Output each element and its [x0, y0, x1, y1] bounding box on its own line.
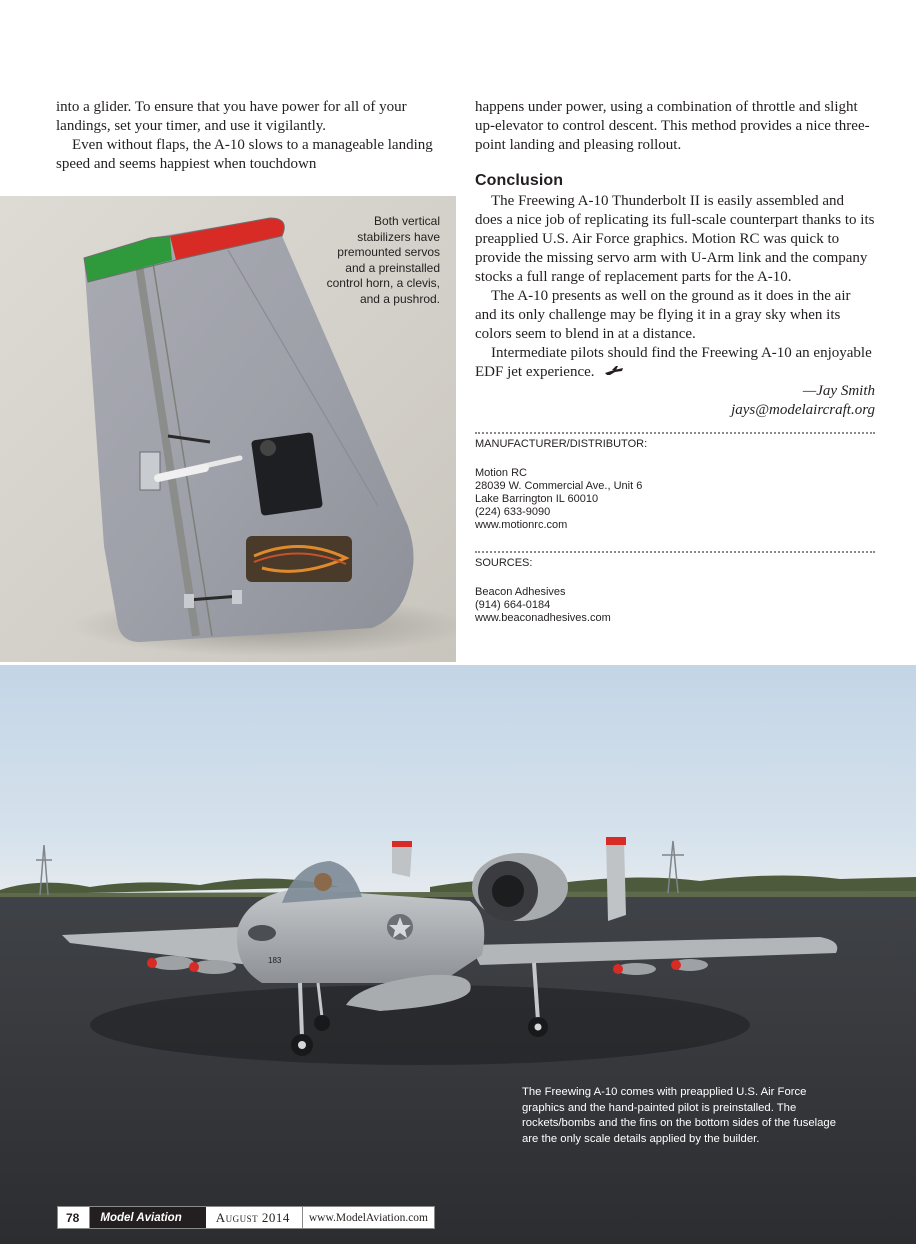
author-email: jays@modelaircraft.org [731, 402, 875, 418]
magazine-name: Model Aviation [90, 1207, 205, 1228]
a10-caption: The Freewing A-10 comes with preapplied U.S. Air Force graphics and the hand-painted pilot is preinstalled. The rockets/bombs and the fins on the bottom sides of the fuselage are the only scale details applied by the builder. [522, 1086, 836, 1145]
left-column-text [56, 98, 442, 174]
manufacturer-details [475, 467, 875, 532]
a10-photo [0, 665, 916, 1244]
manufacturer-url[interactable]: www.motionrc.com [475, 519, 568, 531]
page-number: 78 [58, 1207, 90, 1228]
conclusion-heading: Conclusion [475, 172, 564, 189]
issue-date: August 2014 [206, 1207, 303, 1228]
closing-text: Intermediate pilots should find the Freewing A-10 an enjoyable EDF jet experience. [475, 345, 872, 380]
body-paragraph: The Freewing A-10 Thunderbolt II is easily assembled and does a nice job of replicating its full-scale counterpart thanks to its preapplied U.S. Air Force graphics. Motion RC was quick to provide the missing servo arm with U-Arm link and the company stocks a full range of replacement parts for the A-10. [475, 193, 875, 285]
divider [475, 551, 875, 553]
source-phone: (914) 664-0184 [475, 599, 551, 611]
body-paragraph [475, 344, 875, 382]
manufacturer-address: 28039 W. Commercial Ave., Unit 6 [475, 480, 643, 492]
body-paragraph: into a glider. To ensure that you have power for all of your landings, set your timer, and use it vigilantly. [56, 99, 407, 134]
source-url[interactable]: www.beaconadhesives.com [475, 612, 611, 624]
body-paragraph: Even without flaps, the A-10 slows to a manageable landing speed and seems happiest when touchdown [56, 137, 433, 172]
end-mark-icon [604, 365, 624, 377]
page-footer [57, 1206, 435, 1229]
magazine-url[interactable]: www.ModelAviation.com [308, 1211, 428, 1224]
stabilizer-caption: Both vertical stabilizers have premounted servos and a preinstalled control horn, a clevis, and a pushrod. [326, 214, 440, 306]
manufacturer-city: Lake Barrington IL 60010 [475, 493, 599, 505]
manufacturer-phone: (224) 633-9090 [475, 506, 551, 518]
sources-heading: SOURCES: [475, 557, 533, 569]
stabilizer-photo [0, 196, 456, 662]
divider [475, 432, 875, 434]
body-paragraph: The A-10 presents as well on the ground as it does in the air and its only challenge may be flying it in a gray sky when its colors seem to blend in at a distance. [475, 288, 851, 342]
a10-illustration [0, 665, 916, 1244]
manufacturer-name: Motion RC [475, 467, 527, 479]
source-name: Beacon Adhesives [475, 586, 566, 598]
author-name: —Jay Smith [802, 383, 875, 399]
tail-number: 183 [268, 956, 282, 965]
sources-details [475, 586, 875, 625]
body-paragraph: happens under power, using a combination of throttle and slight up-elevator to control descent. This method provides a nice three-point landing and pleasing rollout. [475, 99, 870, 153]
manufacturer-heading: MANUFACTURER/DISTRIBUTOR: [475, 438, 648, 450]
right-column-text [475, 98, 875, 625]
